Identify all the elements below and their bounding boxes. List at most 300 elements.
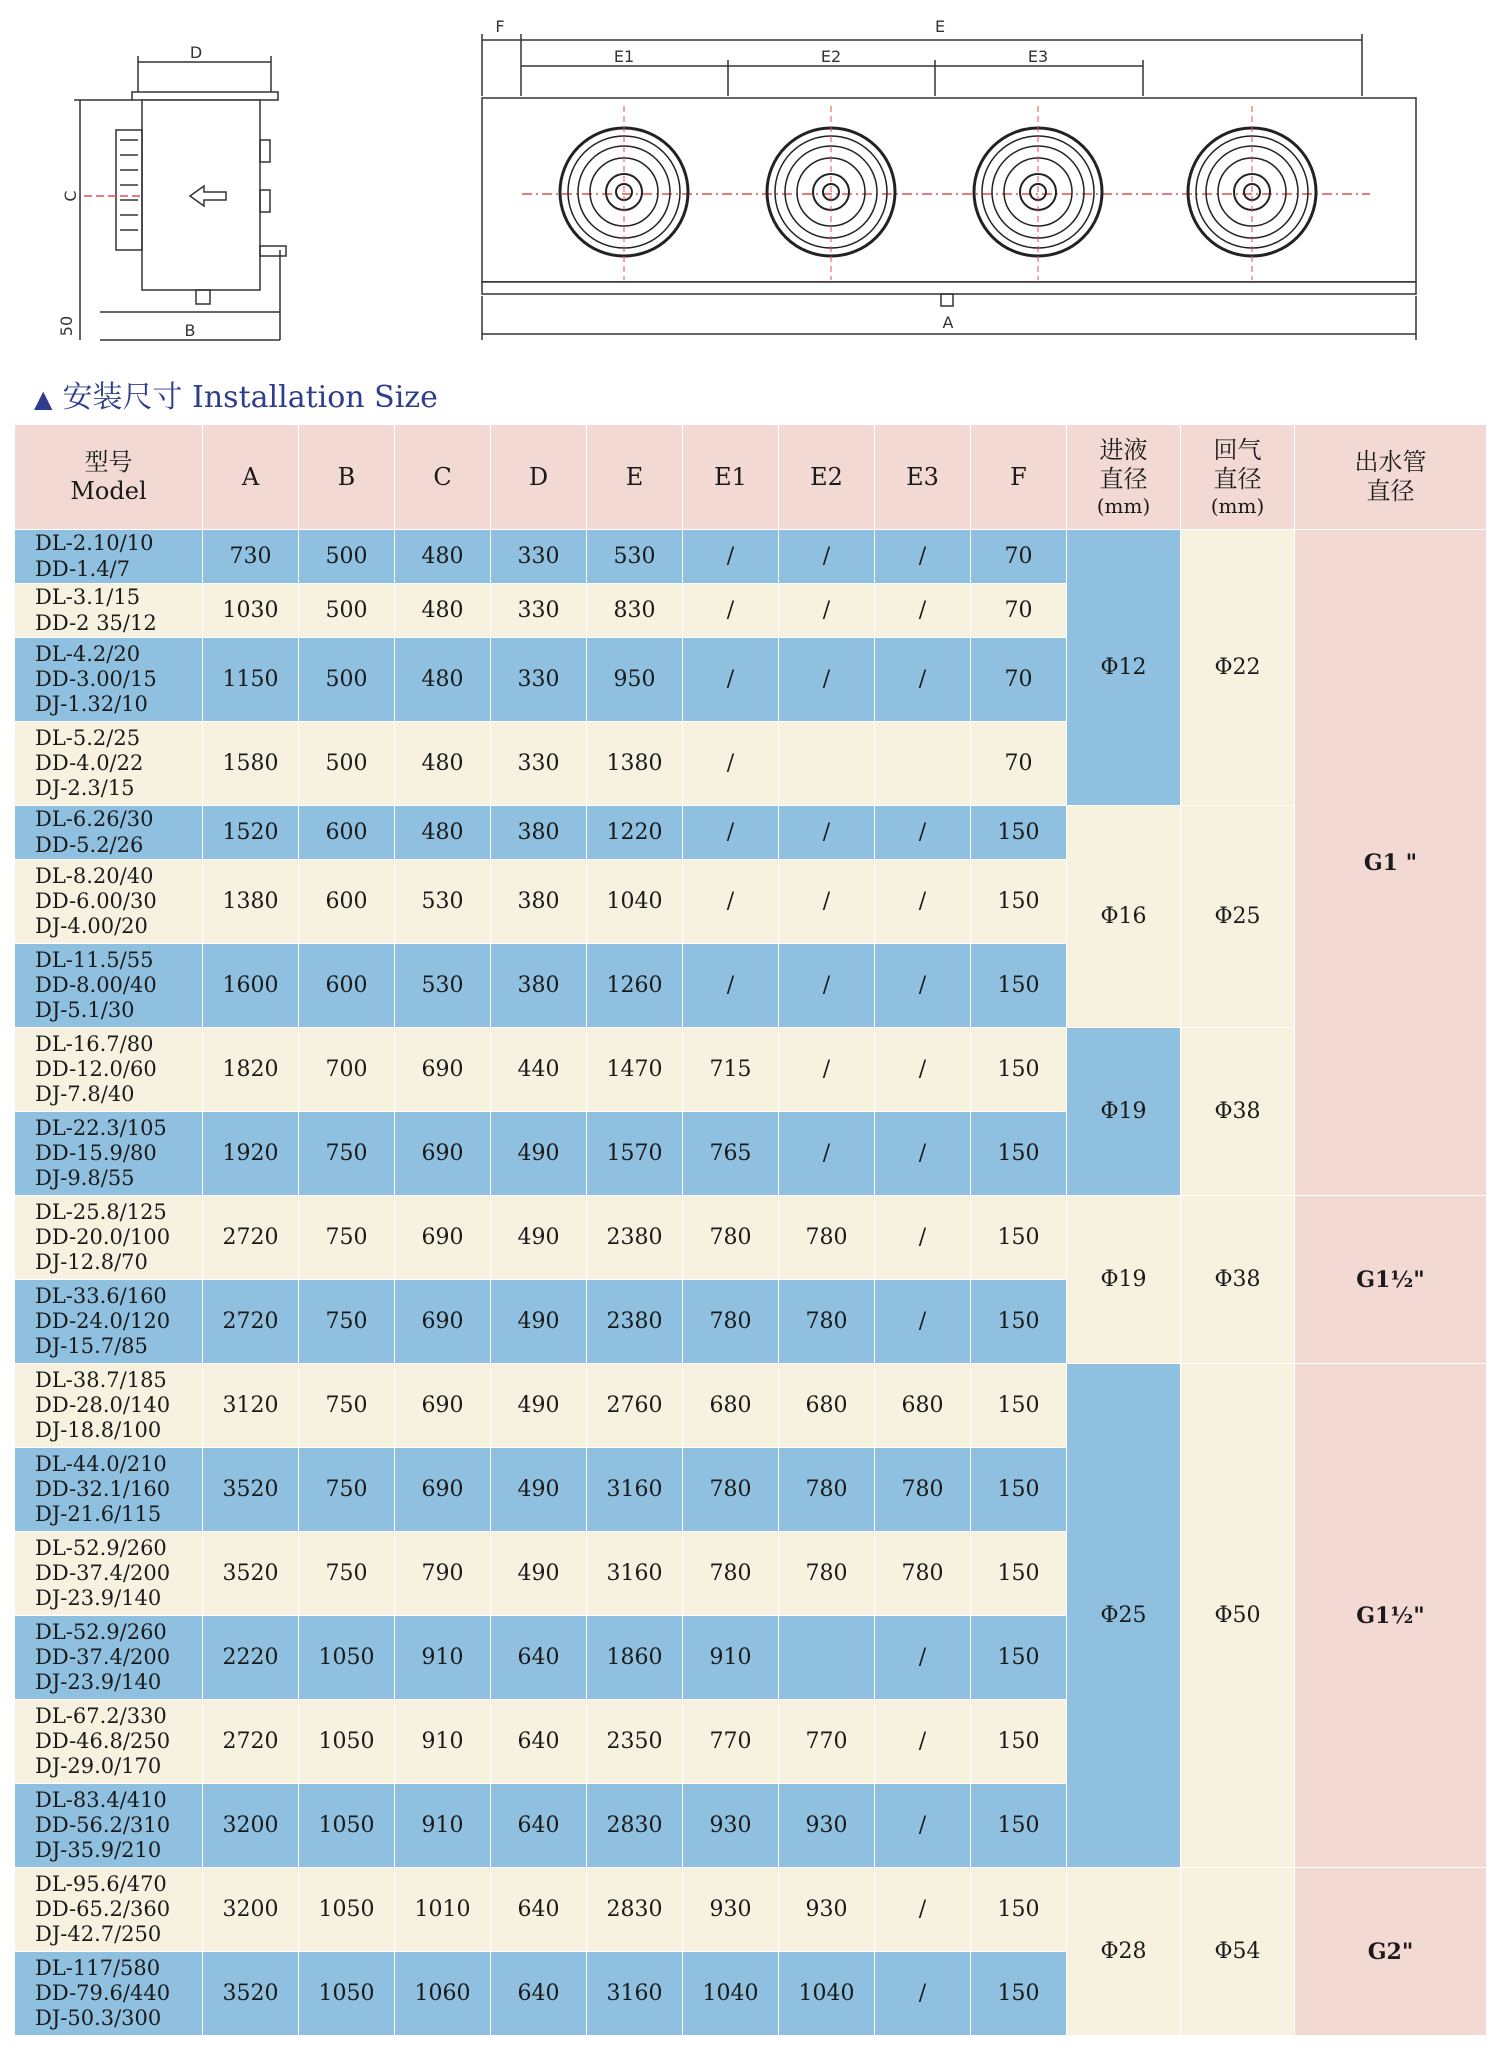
model-line: DD-2 35/12 (35, 610, 157, 635)
header-e2: E2 (779, 425, 875, 530)
side-view-drawing (74, 56, 286, 340)
triangle-marker-icon: ▲ (34, 385, 53, 413)
cell-c: 790 (395, 1532, 491, 1616)
cell-b: 1050 (299, 1784, 395, 1868)
cell-e1: / (683, 638, 779, 722)
cell-f: 150 (971, 944, 1067, 1028)
cell-e: 950 (587, 638, 683, 722)
cell-e3: 680 (875, 1364, 971, 1448)
model-line: DL-11.5/55 (35, 947, 154, 972)
cell-e: 1380 (587, 722, 683, 806)
model-line: DJ-4.00/20 (35, 914, 148, 939)
header-gas-1: 回气 (1213, 436, 1262, 465)
cell-a: 1030 (203, 584, 299, 638)
liquid-diameter-cell: Φ16 (1067, 806, 1181, 1028)
cell-e2: 930 (779, 1784, 875, 1868)
model-line: DL-67.2/330 (35, 1703, 167, 1728)
cell-e3: / (875, 530, 971, 584)
model-line: DD-32.1/160 (35, 1476, 171, 1501)
model-line: DD-15.9/80 (35, 1140, 157, 1165)
dim-e1-label: E1 (613, 47, 635, 66)
cell-e2: 930 (779, 1868, 875, 1952)
cell-f: 70 (971, 722, 1067, 806)
cell-f: 150 (971, 1616, 1067, 1700)
drain-pipe-cell: G1 " (1295, 530, 1487, 1196)
cell-d: 330 (491, 584, 587, 638)
header-drain-1: 出水管 (1354, 448, 1427, 477)
cell-d: 490 (491, 1112, 587, 1196)
cell-f: 150 (971, 1532, 1067, 1616)
cell-e: 2830 (587, 1868, 683, 1952)
cell-b: 1050 (299, 1700, 395, 1784)
cell-f: 70 (971, 584, 1067, 638)
model-line: DD-20.0/100 (35, 1224, 171, 1249)
cell-b: 1050 (299, 1952, 395, 2036)
model-cell (15, 1868, 203, 1952)
model-line: DJ-1.32/10 (35, 692, 148, 717)
cell-c: 480 (395, 806, 491, 860)
cell-e1: 780 (683, 1532, 779, 1616)
table-row (15, 530, 1487, 584)
model-line: DD-1.4/7 (35, 556, 130, 581)
model-line: DD-4.0/22 (35, 750, 144, 775)
cell-e3: / (875, 860, 971, 944)
drain-pipe-cell: G2" (1295, 1868, 1487, 2036)
cell-b: 500 (299, 584, 395, 638)
model-line: DJ-42.7/250 (35, 1922, 162, 1947)
cell-b: 1050 (299, 1868, 395, 1952)
cell-a: 1520 (203, 806, 299, 860)
model-line: DJ-15.7/85 (35, 1334, 148, 1359)
cell-e3: 780 (875, 1448, 971, 1532)
gas-diameter-cell: Φ22 (1181, 530, 1295, 806)
cell-e2: / (779, 1028, 875, 1112)
cell-f: 150 (971, 1112, 1067, 1196)
dim-d-label: D (189, 43, 203, 62)
cell-b: 750 (299, 1364, 395, 1448)
model-cell (15, 1112, 203, 1196)
model-line: DL-25.8/125 (35, 1199, 167, 1224)
header-gas-2: 直径 (1213, 465, 1262, 493)
model-line: DD-3.00/15 (35, 666, 157, 691)
cell-e: 830 (587, 584, 683, 638)
cell-d: 490 (491, 1364, 587, 1448)
header-liquid-2: 直径 (1099, 465, 1148, 493)
cell-e3: / (875, 1028, 971, 1112)
model-line: DJ-50.3/300 (35, 2006, 162, 2031)
cell-a: 2720 (203, 1700, 299, 1784)
cell-e2 (779, 1616, 875, 1700)
installation-size-table (14, 424, 1487, 2036)
cell-c: 480 (395, 584, 491, 638)
model-cell (15, 722, 203, 806)
model-line: DD-37.4/200 (35, 1560, 171, 1585)
section-title (34, 372, 438, 416)
front-view-drawing (482, 34, 1416, 340)
cell-c: 1060 (395, 1952, 491, 2036)
cell-d: 640 (491, 1868, 587, 1952)
header-drain-diameter (1295, 425, 1487, 530)
cell-a: 1820 (203, 1028, 299, 1112)
cell-b: 1050 (299, 1616, 395, 1700)
model-cell (15, 1700, 203, 1784)
cell-e3: / (875, 806, 971, 860)
cell-a: 3520 (203, 1448, 299, 1532)
cell-e2: / (779, 530, 875, 584)
cell-d: 330 (491, 530, 587, 584)
model-cell (15, 530, 203, 584)
header-model (15, 425, 203, 530)
model-line: DL-38.7/185 (35, 1367, 167, 1392)
model-line: DL-6.26/30 (35, 807, 154, 832)
cell-e1: / (683, 806, 779, 860)
section-title-text: 安装尺寸 Installation Size (62, 380, 438, 415)
cell-e2: / (779, 584, 875, 638)
dim-c-label: C (61, 190, 80, 202)
cell-e2: / (779, 1112, 875, 1196)
cell-d: 330 (491, 722, 587, 806)
model-line: DJ-9.8/55 (35, 1166, 135, 1191)
cell-b: 750 (299, 1448, 395, 1532)
cell-b: 750 (299, 1196, 395, 1280)
liquid-diameter-cell: Φ19 (1067, 1196, 1181, 1364)
cell-a: 730 (203, 530, 299, 584)
header-e1: E1 (683, 425, 779, 530)
cell-e1: / (683, 722, 779, 806)
cell-b: 750 (299, 1280, 395, 1364)
cell-e: 1220 (587, 806, 683, 860)
gas-diameter-cell: Φ38 (1181, 1196, 1295, 1364)
cell-e3: / (875, 1868, 971, 1952)
cell-e1: 780 (683, 1280, 779, 1364)
model-line: DD-28.0/140 (35, 1392, 171, 1417)
cell-e1: 780 (683, 1196, 779, 1280)
cell-d: 490 (491, 1196, 587, 1280)
cell-f: 150 (971, 806, 1067, 860)
header-liquid-diameter (1067, 425, 1181, 530)
cell-d: 490 (491, 1448, 587, 1532)
model-line: DJ-7.8/40 (35, 1082, 135, 1107)
header-d: D (491, 425, 587, 530)
model-line: DJ-23.9/140 (35, 1670, 162, 1695)
cell-e: 2380 (587, 1280, 683, 1364)
cell-e3: / (875, 1616, 971, 1700)
model-cell (15, 1616, 203, 1700)
model-line: DL-4.2/20 (35, 641, 141, 666)
cell-f: 150 (971, 1196, 1067, 1280)
cell-e2: 780 (779, 1448, 875, 1532)
model-cell (15, 1952, 203, 2036)
cell-b: 750 (299, 1112, 395, 1196)
cell-e3: / (875, 1280, 971, 1364)
cell-b: 500 (299, 530, 395, 584)
cell-b: 500 (299, 722, 395, 806)
model-line: DL-2.10/10 (35, 531, 154, 556)
header-liquid-unit: (mm) (1096, 493, 1151, 518)
cell-c: 480 (395, 722, 491, 806)
gas-diameter-cell: Φ54 (1181, 1868, 1295, 2036)
model-line: DJ-5.1/30 (35, 998, 135, 1023)
header-gas-unit: (mm) (1210, 493, 1265, 518)
model-line: DL-117/580 (35, 1955, 161, 1980)
dim-e2-label: E2 (820, 47, 842, 66)
table-header (15, 425, 1487, 530)
header-b: B (299, 425, 395, 530)
model-line: DJ-23.9/140 (35, 1586, 162, 1611)
cell-f: 150 (971, 1952, 1067, 2036)
table-row (15, 1028, 1487, 1112)
cell-f: 150 (971, 1364, 1067, 1448)
model-line: DJ-2.3/15 (35, 776, 135, 801)
model-line: DD-24.0/120 (35, 1308, 171, 1333)
drain-pipe-cell: G1½" (1295, 1196, 1487, 1364)
model-line: DL-22.3/105 (35, 1115, 167, 1140)
liquid-diameter-cell: Φ28 (1067, 1868, 1181, 2036)
cell-c: 530 (395, 860, 491, 944)
dim-e3-label: E3 (1027, 47, 1049, 66)
cell-d: 490 (491, 1532, 587, 1616)
cell-d: 330 (491, 638, 587, 722)
model-line: DJ-21.6/115 (35, 1502, 162, 1527)
cell-e: 3160 (587, 1448, 683, 1532)
cell-e1: / (683, 944, 779, 1028)
model-line: DD-46.8/250 (35, 1728, 171, 1753)
cell-e2: 1040 (779, 1952, 875, 2036)
cell-c: 910 (395, 1784, 491, 1868)
cell-a: 1380 (203, 860, 299, 944)
model-cell (15, 860, 203, 944)
gas-diameter-cell: Φ25 (1181, 806, 1295, 1028)
header-e: E (587, 425, 683, 530)
cell-c: 690 (395, 1448, 491, 1532)
cell-c: 910 (395, 1616, 491, 1700)
model-line: DL-8.20/40 (35, 863, 154, 888)
cell-d: 380 (491, 860, 587, 944)
cell-e: 1040 (587, 860, 683, 944)
table-row (15, 1364, 1487, 1448)
cell-e3: / (875, 1784, 971, 1868)
cell-e2: 780 (779, 1532, 875, 1616)
liquid-diameter-cell: Φ25 (1067, 1364, 1181, 1868)
cell-e3: 780 (875, 1532, 971, 1616)
cell-e3: / (875, 944, 971, 1028)
cell-e: 1570 (587, 1112, 683, 1196)
cell-e1: / (683, 860, 779, 944)
dim-f-label: F (495, 17, 505, 36)
cell-e2: 680 (779, 1364, 875, 1448)
cell-d: 440 (491, 1028, 587, 1112)
cell-e: 1470 (587, 1028, 683, 1112)
model-line: DD-6.00/30 (35, 888, 157, 913)
model-line: DD-56.2/310 (35, 1812, 171, 1837)
cell-e3: / (875, 1112, 971, 1196)
header-drain-2: 直径 (1366, 477, 1415, 505)
cell-e2: 780 (779, 1280, 875, 1364)
cell-e3: / (875, 584, 971, 638)
header-f: F (971, 425, 1067, 530)
model-line: DL-52.9/260 (35, 1535, 167, 1560)
cell-d: 640 (491, 1700, 587, 1784)
cell-e3: / (875, 1196, 971, 1280)
cell-e2: / (779, 860, 875, 944)
table-body (15, 530, 1487, 2036)
cell-f: 150 (971, 1700, 1067, 1784)
cell-e1: 770 (683, 1700, 779, 1784)
cell-b: 600 (299, 860, 395, 944)
header-c: C (395, 425, 491, 530)
model-line: DJ-35.9/210 (35, 1838, 162, 1863)
model-line: DJ-29.0/170 (35, 1754, 162, 1779)
header-row (15, 425, 1487, 530)
cell-e1: 930 (683, 1868, 779, 1952)
installation-drawings (0, 0, 1500, 370)
model-cell (15, 1196, 203, 1280)
cell-e2: 770 (779, 1700, 875, 1784)
model-cell (15, 1280, 203, 1364)
model-line: DJ-18.8/100 (35, 1418, 162, 1443)
cell-e: 530 (587, 530, 683, 584)
cell-a: 1600 (203, 944, 299, 1028)
cell-c: 530 (395, 944, 491, 1028)
header-gas-diameter (1181, 425, 1295, 530)
table-row (15, 806, 1487, 860)
model-line: DD-65.2/360 (35, 1896, 171, 1921)
cell-e: 1860 (587, 1616, 683, 1700)
model-cell (15, 806, 203, 860)
cell-e3: / (875, 638, 971, 722)
header-model-en: Model (70, 477, 147, 505)
cell-c: 690 (395, 1112, 491, 1196)
cell-c: 690 (395, 1028, 491, 1112)
cell-c: 690 (395, 1280, 491, 1364)
cell-e1: 930 (683, 1784, 779, 1868)
model-line: DL-16.7/80 (35, 1031, 154, 1056)
cell-a: 2720 (203, 1196, 299, 1280)
cell-d: 490 (491, 1280, 587, 1364)
cell-f: 150 (971, 1868, 1067, 1952)
dim-b-label: B (184, 321, 196, 340)
cell-e2: / (779, 806, 875, 860)
cell-f: 150 (971, 1448, 1067, 1532)
header-model-cn: 型号 (84, 448, 133, 477)
gas-diameter-cell: Φ50 (1181, 1364, 1295, 1868)
cell-f: 150 (971, 1028, 1067, 1112)
model-line: DD-12.0/60 (35, 1056, 157, 1081)
cell-e2 (779, 722, 875, 806)
cell-e: 2380 (587, 1196, 683, 1280)
cell-e: 2830 (587, 1784, 683, 1868)
cell-c: 1010 (395, 1868, 491, 1952)
cell-e3: / (875, 1700, 971, 1784)
cell-e1: 910 (683, 1616, 779, 1700)
header-a: A (203, 425, 299, 530)
header-liquid-1: 进液 (1099, 436, 1148, 465)
cell-d: 640 (491, 1616, 587, 1700)
cell-c: 480 (395, 638, 491, 722)
cell-b: 700 (299, 1028, 395, 1112)
cell-e1: / (683, 584, 779, 638)
cell-a: 3200 (203, 1784, 299, 1868)
liquid-diameter-cell: Φ19 (1067, 1028, 1181, 1196)
cell-e: 3160 (587, 1532, 683, 1616)
drain-pipe-cell: G1½" (1295, 1364, 1487, 1868)
cell-c: 690 (395, 1196, 491, 1280)
cell-f: 150 (971, 860, 1067, 944)
model-cell (15, 944, 203, 1028)
model-line: DD-37.4/200 (35, 1644, 171, 1669)
cell-c: 910 (395, 1700, 491, 1784)
cell-e1: 680 (683, 1364, 779, 1448)
cell-b: 600 (299, 944, 395, 1028)
cell-b: 500 (299, 638, 395, 722)
cell-e1: 715 (683, 1028, 779, 1112)
model-line: DL-52.9/260 (35, 1619, 167, 1644)
dim-50-label: 50 (57, 315, 76, 337)
cell-a: 1150 (203, 638, 299, 722)
table-row (15, 1196, 1487, 1280)
cell-e2: / (779, 944, 875, 1028)
cell-c: 690 (395, 1364, 491, 1448)
cell-b: 600 (299, 806, 395, 860)
cell-e1: 780 (683, 1448, 779, 1532)
model-line: DD-79.6/440 (35, 1980, 171, 2005)
cell-e: 2350 (587, 1700, 683, 1784)
dim-a-label: A (942, 313, 954, 332)
model-line: DD-8.00/40 (35, 972, 157, 997)
cell-e2: / (779, 638, 875, 722)
cell-e1: / (683, 530, 779, 584)
model-cell (15, 1532, 203, 1616)
model-line: DL-3.1/15 (35, 585, 141, 610)
model-line: DD-5.2/26 (35, 832, 144, 857)
model-cell (15, 1028, 203, 1112)
cell-e: 1260 (587, 944, 683, 1028)
cell-f: 150 (971, 1280, 1067, 1364)
cell-a: 3120 (203, 1364, 299, 1448)
model-line: DL-5.2/25 (35, 725, 141, 750)
cell-f: 70 (971, 638, 1067, 722)
cell-e2: 780 (779, 1196, 875, 1280)
model-cell (15, 1784, 203, 1868)
cell-d: 640 (491, 1952, 587, 2036)
cell-d: 380 (491, 806, 587, 860)
model-cell (15, 584, 203, 638)
cell-a: 1920 (203, 1112, 299, 1196)
cell-a: 3200 (203, 1868, 299, 1952)
cell-e1: 1040 (683, 1952, 779, 2036)
cell-f: 150 (971, 1784, 1067, 1868)
cell-d: 380 (491, 944, 587, 1028)
dim-e-label: E (934, 17, 946, 36)
gas-diameter-cell: Φ38 (1181, 1028, 1295, 1196)
cell-a: 1580 (203, 722, 299, 806)
cell-a: 2220 (203, 1616, 299, 1700)
cell-a: 3520 (203, 1532, 299, 1616)
cell-e: 3160 (587, 1952, 683, 2036)
model-line: DJ-12.8/70 (35, 1250, 148, 1275)
header-e3: E3 (875, 425, 971, 530)
cell-e3 (875, 722, 971, 806)
model-line: DL-44.0/210 (35, 1451, 167, 1476)
cell-c: 480 (395, 530, 491, 584)
model-cell (15, 1364, 203, 1448)
table-row (15, 1868, 1487, 1952)
cell-f: 70 (971, 530, 1067, 584)
cell-d: 640 (491, 1784, 587, 1868)
cell-e1: 765 (683, 1112, 779, 1196)
model-cell (15, 1448, 203, 1532)
cell-e: 2760 (587, 1364, 683, 1448)
